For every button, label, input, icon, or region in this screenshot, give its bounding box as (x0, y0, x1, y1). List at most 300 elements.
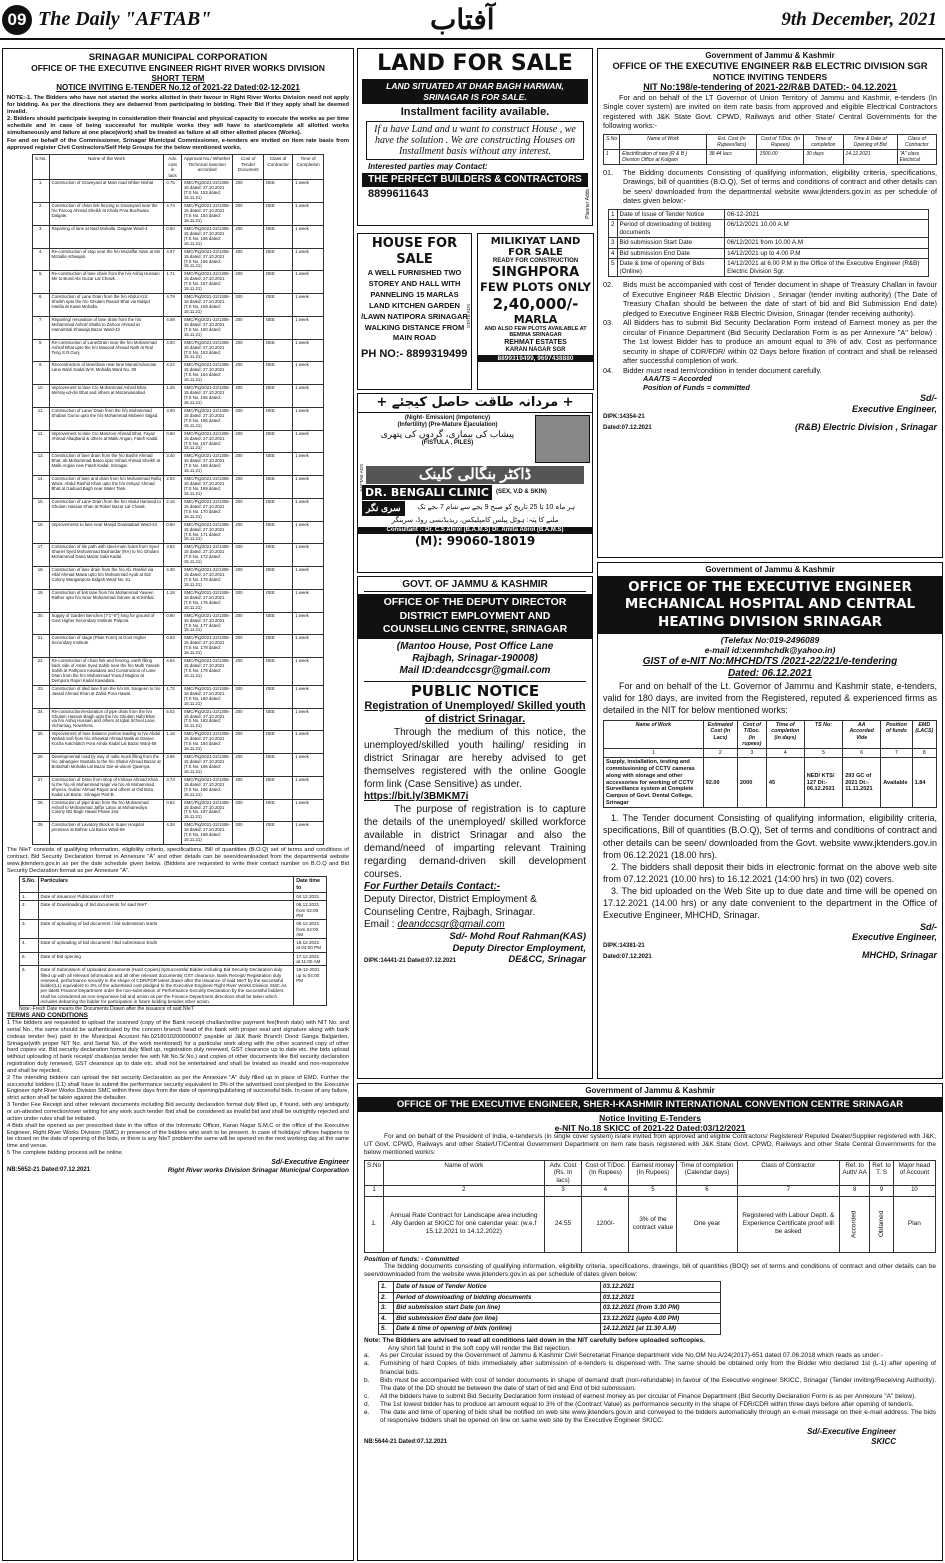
skicc-works-header-col-6: Time of completion (Calendar days) (677, 1160, 737, 1186)
mhchd-point-2: 2. The bidders shall deposit their bids in electronic format on the above web site from 07.12.2021 (10.00 hrs) to 16.12.2021 (14:00 hrs) in two (02) covers. (603, 861, 937, 885)
smc-work-cell-6: DEE (264, 567, 293, 590)
skicc-col-number-col-3: 3 (544, 1186, 582, 1196)
smc-work-cell-1: 12. (33, 430, 50, 453)
smc-work-cell-6: DEE (264, 544, 293, 567)
skicc-col-number-col-2: 2 (384, 1186, 545, 1196)
mhchd-tender (597, 562, 943, 1079)
skicc-work-cell-10: Plan (893, 1196, 935, 1252)
ddec-email-link[interactable]: deandccsgr@gmail.com (397, 919, 505, 931)
smc-work-cell-5: 200 (233, 589, 264, 612)
smc-work-cell-3: 0.50 (164, 430, 182, 453)
land-ad-body: If u have Land and u want to construct House , we have the solution . We are constructing Houses on Installment basis without any interest. (366, 121, 584, 160)
smc-work-cell-4: SMC/Pig/2021-22/1306-15 dated: 27.10.2021 (T.S No. 166 dated: 15.11.21) (181, 407, 233, 430)
smc-work-cell-4: SMC/Pig/2021-22/1306-15 dated: 27.10.2021 (T.S No. 179 dated: 15.11.21) (181, 658, 233, 686)
smc-work-cell-6: DEE (264, 248, 293, 271)
mhchd-col-number-col-7: 7 (881, 749, 912, 758)
rnb-nit-number: NIT No:198/e-tendering of 2021-22/R&B DATED:- 04.12.2021 (643, 81, 897, 92)
smc-work-cell-6: DEE (264, 362, 293, 385)
milikiyat-place: SINGHPORA (491, 265, 580, 281)
smc-work-cell-1: 7. (33, 316, 50, 339)
smc-work-cell-7: 1 week (293, 180, 324, 203)
mhchd-col-number-col-4: 4 (766, 749, 804, 758)
smc-work-cell-1: 11. (33, 407, 50, 430)
land-ad-contact: Interested parties may Contact: (368, 161, 488, 171)
table-row (33, 589, 324, 612)
smc-work-cell-2: Construction of pipe drain from the h/o Mohammad Ashraf to Mohammad Jaffar Latoo at Mohamediya Colony DD Bagh Hawal Phase 2nd (49, 799, 164, 822)
smc-work-cell-2: Supply of Garden Benches (7'1"-0") long for ground of Govt Higher Secondary Institute Palpora (49, 612, 164, 635)
smc-work-cell-1: 23. (33, 685, 50, 708)
mhchd-dated: Dated: 06.12.2021 (728, 667, 812, 679)
smc-nit-text: The NIeT consists of qualifying information, eligibility criterio, specifications, Bill of quantities (B.O.Q) set of terms and conditions of contract, Bid Security Declaration format in Annexure "A" and other details can be seen/downloaded from the departmental website www.jktenders.gov.in as per the date schedule given below. (Bidders are requested to write their contact number on B.O.Q and Bid Security Declaration format as per Annexure "A". (7, 847, 349, 874)
smc-work-cell-1: 3. (33, 225, 50, 248)
table-row (33, 799, 324, 822)
skicc-work-cell-9: Obtained (870, 1196, 894, 1252)
smc-work-cell-6: DEE (264, 612, 293, 635)
skicc-work-cell-7: Registered with Labour Deptt. & Experience Certificate proof will be asked (737, 1196, 839, 1252)
smc-work-cell-5: 200 (233, 180, 264, 203)
smc-work-cell-4: SMC/Pig/2021-22/1306-15 dated: 27.10.2021 (T.S No. 167 dated: 15.11.21) (181, 430, 233, 453)
smc-work-cell-4: SMC/Pig/2021-22/1306-15 dated: 27.10.2021 (T.S No. 186 dated: 15.11.21) (181, 776, 233, 799)
smc-term-item: 1 The bidders are requested to upload the scanned (copy of the Bank receipt challan/online payment fee(fresh date) with NIT No. and serial No., the same should be authenticated by the concern branch head of the bank with proper seal and signature along with bank codeas tender fee) paid in the Municipal Account No.0218010200000007 payable at J&K Bank Branch Dood Ganga Balgarden, Srinagar(with proper NIT No. and Serial No. of the work mentioned) for a particular work along with the other scanned copy of other hard copies viz. Bid security declaration format duly filled up, registration duly renewed, GST clearance up to date etc. the bids upload without uploading of bank receipt/ challan(as tender fee with Nit No.Sr.No.) and copies of other documents like Bid security declaration registration duly renewed, GST clearance up to date etc. shall not be entertained and shall be treated as invalid and non-responsive and shall be rejected. (7, 1020, 349, 1074)
skicc-schedule-cell-2: Bid submission start Date (on line) (394, 1303, 601, 1314)
mhchd-gist: GIST of e-NIT No:MHCHD/TS /2021-22/221/e-tendering (642, 655, 898, 667)
smc-work-cell-7: 1 week (293, 635, 324, 658)
skicc-office: OFFICE OF THE EXECUTIVE ENGINEER, SHER-I-KASHMIR INTERNATIONAL CONVENTION CENTRE SRINAGAR (358, 1097, 942, 1112)
smc-work-cell-3: 3.92 (164, 544, 182, 567)
smc-work-cell-6: DEE (264, 225, 293, 248)
smc-work-cell-6: DEE (264, 685, 293, 708)
smc-schedule-note: Note:-Fresh Date means the Documents Drawn after the issuance of said NIeT (19, 1006, 194, 1013)
smc-work-cell-2: Reconstruction of lane/drain near lane Maruti/Advocate Lane Bahri Kadal W-9, Mohalla Ward No. 38 (49, 362, 164, 385)
table-row (20, 952, 327, 966)
skicc-work-cell-1: 1. (365, 1196, 384, 1252)
skicc-ref: NB:5644-21 Dated:07.12.2021 (364, 1439, 448, 1446)
smc-work-cell-7: 1 week (293, 385, 324, 408)
skicc-col-number-col-10: 10 (893, 1186, 935, 1196)
skicc-work-cell-3: 24.55 (544, 1196, 582, 1252)
list-item (364, 1377, 936, 1393)
smc-works-table-wrap (7, 154, 349, 845)
table-row (379, 1313, 721, 1324)
table-row (379, 1292, 721, 1303)
smc-work-cell-1: 4. (33, 248, 50, 271)
smc-work-cell-3: 4.79 (164, 294, 182, 317)
smc-work-cell-3: 1.18 (164, 589, 182, 612)
smc-work-cell-7: 1 week (293, 521, 324, 544)
smc-work-cell-4: SMC/Pig/2021-22/1306-15 dated: 27.10.2021 (T.S No. 153 dated: 15.11.21) (181, 180, 233, 203)
smc-schedule-header-col-2: Particulars (38, 877, 294, 893)
mhchd-sign-2: MHCHD, Srinagar (861, 950, 937, 961)
rnb-schedule-cell-2: Date of Issue of Tender Notice (617, 209, 725, 220)
page-number: 09 (2, 5, 32, 35)
mhchd-point-3: 3. The bid uploaded on the Web Site up to due date and time will be opened on 17.12.2021 (14.00 hrs) or any date convenient to the department in the Office of Executive Engineer, MHCHD, Srinagar. (603, 886, 937, 921)
smc-schedule-cell-3: 04.12.2021 (294, 893, 327, 901)
mhchd-col-number-col-3: 3 (737, 749, 766, 758)
smc-work-cell-5: 200 (233, 225, 264, 248)
rnb-point-label: 04. (603, 365, 614, 375)
milikiyat-price: 2,40,000/- (492, 294, 579, 313)
smc-work-cell-4: SMC/Pig/2021-22/1306-15 dated: 27.10.2021 (T.S No. 180 dated: 15.11.21) (181, 685, 233, 708)
smc-work-cell-7: 1 week (293, 685, 324, 708)
smc-work-cell-7: 1 week (293, 776, 324, 799)
ddec-office: OFFICE OF THE DEPUTY DIRECTOR DISTRICT EMPLOYMENT AND COUNSELLING CENTRE, SRINAGAR (358, 594, 592, 639)
skicc-schedule-cell-1: 4. (379, 1313, 394, 1324)
table-row (33, 658, 324, 686)
smc-work-cell-2: Construction of Graveyard at Main road Ishber Nishat (49, 180, 164, 203)
smc-signature-2: Right River works Division Srinagar Municipal Corporation (167, 1167, 349, 1175)
smc-work-cell-3: 4.97 (164, 248, 182, 271)
rnb-schedule-cell-1: 1 (609, 209, 618, 220)
table-row (33, 362, 324, 385)
smc-work-cell-7: 1 week (293, 271, 324, 294)
smc-work-cell-6: DEE (264, 589, 293, 612)
skicc-pof: Position of funds: - Committed (364, 1255, 459, 1263)
smc-terms-list (7, 1020, 349, 1157)
rnb-works-table (603, 134, 937, 165)
smc-work-cell-1: 25. (33, 731, 50, 754)
smc-work-cell-5: 200 (233, 521, 264, 544)
smc-work-cell-7: 1 week (293, 476, 324, 499)
table-row (33, 225, 324, 248)
rnb-schedule-cell-3: 14/12/2021 at 6.00 P.M in the Office of the Executive Engineer (R&B) Electric Division Sgr. (725, 259, 929, 277)
rnb-works-header-col-6: Time & Date of Opening of Bid (843, 134, 897, 149)
rnb-schedule-cell-3: 14/12/2021 up to 4.00 P.M (725, 248, 929, 259)
smc-work-cell-3: 3.00 (164, 407, 182, 430)
clinic-line-1: (Night- Emission) (Impotency) (404, 414, 491, 421)
table-row (33, 612, 324, 635)
table-row (33, 498, 324, 521)
rnb-work-cell-4: 1500.00 (757, 149, 804, 164)
table-row (20, 966, 327, 1006)
smc-work-cell-7: 1 week (293, 430, 324, 453)
rnb-sd: Sd/- (920, 392, 937, 403)
page-header (0, 0, 945, 40)
skicc-schedule-cell-2: Date & time of opening of bids (online) (394, 1324, 601, 1335)
rnb-pof: Position of Funds = committed (643, 383, 750, 393)
skicc-col-number-col-5: 5 (629, 1186, 677, 1196)
skicc-schedule-cell-3: 14.12.2021 (at 11.30 A.M) (600, 1324, 720, 1335)
skicc-works-header-col-1: S.No (365, 1160, 384, 1186)
smc-works-header-col-6: Class of Contractor (264, 155, 293, 180)
land-ad-firm: THE PERFECT BUILDERS & CONTRACTORS (362, 173, 588, 187)
skicc-works-header-col-2: Name of work (384, 1160, 545, 1186)
smc-works-header-col-4: Approval No./ Whether Technical sanction accorded (181, 155, 233, 180)
smc-schedule-cell-3: 17.12.2021 at 11:00 AM (294, 952, 327, 966)
rnb-work-cell-2: Electrification of new (R & B ) Division Office at Kulgam (620, 149, 707, 164)
skicc-works-header-col-3: Adv. Cost (Rs. In lacs) (544, 1160, 582, 1186)
smc-work-cell-1: 27. (33, 776, 50, 799)
smc-term-item: 3 Tender Fee Receipt and other relevant documents including Bid security declaration format duly filled up, if found, with any ambiguity or un-attested correction/over writing for any work such tender /bid shall be considered as invalid bid and shall be outrightly rejected and action under rules shall be initiated. (7, 1102, 349, 1122)
skicc-point-text: Bids must be accompanied with cost of tender documents in shape of demand draft (non-refundable) in favour of the Executive engineer SKICC, Srinagar (Tender inviting/Receiving Authority). The date of the DD should be between the date of start of bid and End of bid submission. (380, 1376, 936, 1392)
ddec-govt: GOVT. OF JAMMU & KASHMIR (364, 579, 586, 592)
smc-work-cell-1: 17. (33, 544, 50, 567)
land-ad-subtitle: LAND SITUATED AT DHAR BAGH HARWAN, SRINAGAR IS FOR SALE. (362, 79, 588, 103)
smc-work-cell-2: Improvement of lane balance portion leading to h/o Abdul Wahab Sofi from h/o Showkat Ahmad Malik at Ganiee Kocha Katchlatch Pora Amda Kadal Lal Bazar Ward-59 (49, 731, 164, 754)
rnb-govt: Government of Jammu & Kashmir (705, 51, 835, 60)
smc-work-cell-4: SMC/Pig/2021-22/1306-15 dated: 27.10.2021 (T.S No. 187 dated: 15.11.21) (181, 799, 233, 822)
skicc-col-number-col-9: 9 (870, 1186, 894, 1196)
smc-work-cell-2: Improvements to lane near Masjid Doulatabad Ward-43 (49, 521, 164, 544)
smc-work-cell-7: 1 week (293, 731, 324, 754)
mhchd-sd: Sd/- (920, 921, 937, 932)
mhchd-col-number-col-8: 8 (912, 749, 936, 758)
clinic-ad-credit: AAFTAB-ADS (359, 464, 364, 492)
issue-date: 9th December, 2021 (781, 9, 937, 30)
skicc-points-list (364, 1352, 936, 1425)
smc-work-cell-1: 18. (33, 567, 50, 590)
smc-work-cell-5: 200 (233, 776, 264, 799)
skicc-work-cell-2: Annual Rate Contract for Landscape area including Ally Garden at SKICC for one calendar year. (w.e.f 15.12.2021 to 14.12.2022) (384, 1196, 545, 1252)
table-row (33, 430, 324, 453)
smc-work-cell-3: 5.02 (164, 708, 182, 731)
ddec-further-details: For Further Details Contact:- (364, 881, 501, 893)
smc-work-cell-6: DEE (264, 203, 293, 226)
smc-work-cell-2: Improvement to lane C/o Mohammad Ashraf Bhat, Mehraj-ud-din Bhat and others at Mazarwariabad. (49, 385, 164, 408)
table-row (33, 294, 324, 317)
skicc-schedule-cell-2: Bid submission End date (on line) (394, 1313, 601, 1324)
smc-works-header-col-1: S.No. (33, 155, 50, 180)
rnb-schedule-cell-3: 06-12-2021 (725, 209, 929, 220)
skicc-works-header-col-9: Ref. to T. S (870, 1160, 894, 1186)
rnb-office: OFFICE OF THE EXECUTIVE ENGINEER R&B ELECTRIC DIVISION SGR (612, 60, 928, 71)
rnb-work-cell-5: 30 days (804, 149, 843, 164)
skicc-schedule-cell-3: 13.12.2021 (upto 4.00 PM) (600, 1313, 720, 1324)
smc-work-cell-4: SMC/Pig/2021-22/1306-15 dated: 27.10.2021 (T.S No. 154 dated: 15.11.21) (181, 203, 233, 226)
ddec-public-notice (357, 576, 593, 1079)
smc-work-cell-5: 200 (233, 731, 264, 754)
skicc-works-header-col-5: Earnest money (In Rupees) (629, 1160, 677, 1186)
smc-work-cell-1: 13. (33, 453, 50, 476)
smc-work-cell-1: 16. (33, 521, 50, 544)
smc-work-cell-1: 15. (33, 498, 50, 521)
skicc-point-label: a. (364, 1352, 370, 1360)
smc-schedule-header-col-3: Date time to (294, 877, 327, 893)
milikiyat-few-plots: FEW PLOTS ONLY (480, 279, 591, 294)
skicc-schedule-table (378, 1281, 721, 1335)
rnb-ref-1: DIPK:14354-21 (603, 414, 645, 421)
smc-work-cell-5: 200 (233, 822, 264, 845)
list-item (364, 1360, 936, 1376)
rnb-schedule-cell-2: Bid submission Start Date (617, 238, 725, 249)
land-ad-phone: 8899611643 (368, 187, 429, 200)
mhchd-work-cell-6: 293 GC of 2021 Dt:- 11.11.2021 (843, 758, 881, 808)
smc-work-cell-6: DEE (264, 385, 293, 408)
mhchd-works-header-col-4: Time of completion (in days) (766, 721, 804, 749)
skicc-intro: For and on behalf of the President of India, e-tenders/s (in single cover system) is/are invited from approved and eligible Contractors/ Registered/ Reputed Dealer/Supplier registered with J&K, UT Govt. CPWD, Railways and other State/UT/Central Government Department on item rate basis registered with J&K State Govt. CPWD, Railways and other State Central Governments for the below mentioned work/s: (364, 1133, 936, 1156)
table-row (33, 339, 324, 362)
smc-work-cell-7: 1 week (293, 248, 324, 271)
smc-work-cell-2: Construction of chain link fencing to Graveyard near the h/o Farooq Ahmad Sheikh at Khala Pora Buchwara Dalgate. (49, 203, 164, 226)
smc-work-cell-6: DEE (264, 799, 293, 822)
smc-office: OFFICE OF THE EXECUTIVE ENGINEER RIGHT RIVER WORKS DIVISION (31, 63, 325, 74)
smc-work-cell-5: 200 (233, 271, 264, 294)
mhchd-works-header-col-7: Position of funds (881, 721, 912, 749)
smc-work-cell-1: 2. (33, 203, 50, 226)
mhchd-works-header-col-3: Cost of T/Doc. (in rupees) (737, 721, 766, 749)
rnb-works-header-col-7: Class of Contractor (897, 134, 936, 149)
newspaper-logo: آفتاب (430, 3, 495, 36)
smc-work-cell-6: DEE (264, 731, 293, 754)
smc-schedule-header-col-1: S.No. (20, 877, 39, 893)
rnb-point-text: All Bidders has to submit Bid Security Declaration Form instead of Earnest money as per the circular of Finance Department (Bid Security Declaration Form is as per Annexure "A" below) . The 1st lowest Bidder has to produce an amount equal to 3% of adv. Cost as performance security in shape of CDR/FDR/ within 02 Days before fixation of contract and shall be released after successful completion of work. (623, 318, 937, 366)
table-row (33, 271, 324, 294)
smc-work-cell-2: Construction of stage (Plate Form) at Govt Higher Secondary Institute (49, 635, 164, 658)
rnb-schedule-cell-1: 2 (609, 220, 618, 238)
smc-work-cell-6: DEE (264, 430, 293, 453)
smc-work-cell-5: 200 (233, 799, 264, 822)
smc-work-cell-5: 200 (233, 430, 264, 453)
skicc-point-text: As per Circular issued by the Government of Jammu & Kashmir Civil Secretariat Finance department vide No.OM No.A/24(2017)-651 dated 07.06.2018 which reads as under:- (380, 1352, 883, 1360)
smc-work-cell-5: 200 (233, 362, 264, 385)
smc-work-cell-5: 200 (233, 248, 264, 271)
mhchd-works-header-col-1: Name of Work (604, 721, 704, 749)
smc-work-cell-6: DEE (264, 754, 293, 777)
table-row (609, 220, 929, 238)
milikiyat-land-ad (477, 233, 594, 390)
smc-work-cell-7: 1 week (293, 407, 324, 430)
skicc-docs: The bidding documents consisting of qualifying information, eligibility criteria, specifications, drawings, bill of quantities (BOQ) set of terms and conditions of contract and other details can be seen/downloaded from the website www.jktenders.gov.in as per schedule of dates given below: (364, 1263, 936, 1279)
mhchd-sign-1: Executive Engineer, (851, 932, 937, 943)
smc-work-cell-6: DEE (264, 776, 293, 799)
smc-work-cell-5: 200 (233, 339, 264, 362)
smc-work-cell-5: 200 (233, 385, 264, 408)
rnb-point-label: 03. (603, 318, 614, 328)
smc-work-cell-1: 29. (33, 822, 50, 845)
smc-work-cell-7: 1 week (293, 589, 324, 612)
skicc-sign-2: SKICC (871, 1437, 896, 1447)
smc-work-cell-7: 1 week (293, 294, 324, 317)
smc-works-header-col-2: Name of the Work (49, 155, 164, 180)
smc-work-cell-4: SMC/Pig/2021-22/1306-15 dated: 27.10.2021 (T.S No. 183 dated: 15.11.21) (181, 708, 233, 731)
skicc-schedule-cell-3: 03.12.2021 (from 3.30 PM) (600, 1303, 720, 1314)
skicc-govt: Government of Jammu & Kashmir (585, 1086, 715, 1095)
smc-work-cell-3: 4.26 (164, 822, 182, 845)
table-row (33, 407, 324, 430)
smc-work-cell-2: Construction of lane and drain from h/o Mohammad Rafiq Waza, Abdul Rashid Khan upto the h/o Imtiyaz Ahmad Bhat at Gadood Bagh near Water Tank. (49, 476, 164, 499)
table-row (609, 248, 929, 259)
milikiyat-sub: READY FOR CONSTRUCTION (492, 258, 579, 264)
mhchd-works-header-col-8: EMD (LACS) (912, 721, 936, 749)
rnb-point-label: 02. (603, 280, 614, 290)
skicc-works-table (364, 1160, 936, 1253)
smc-work-cell-3: 3.95 (164, 754, 182, 777)
smc-work-cell-1: 1. (33, 180, 50, 203)
smc-work-cell-7: 1 week (293, 498, 324, 521)
smc-note-2: 2. Bidders should participate keeping in consideration their financial and physical capacity to execute the works as per time schedule and in case of being successful for multiple works they will have to start/complete all allotted works simultaneously and failure at one place(work) shall be treated as failure at all other allotted places (Works). (7, 115, 349, 136)
list-item (603, 280, 937, 318)
land-ad-installment: Installment facility available. (400, 105, 550, 118)
smc-schedule-cell-2: Date of uploading of bid document / Bid submission Ends (38, 939, 294, 953)
smc-work-cell-2: Developmental road by way of nalla muck filling from the h/o Jahangeer Mustafa to the h/o Shabir Ahmad Bazaz at Botashah Mohalla Lal Bazar Dar-ul-uloom Qasimya. (49, 754, 164, 777)
smc-work-cell-2: Re-construction of chain link and fencing, earth filling back side of Astan Syed Sahib near the h/o Mufti Yaseeb Sahib at Pathpora Kawadara and Construction of Lane Drain from the h/o Mohammad Yousuf Mugloo at Dempora Rajori Kadal Kawadara. (49, 658, 164, 686)
smc-work-cell-7: 1 week (293, 316, 324, 339)
clinic-urdu-name: ڈاکٹر بنگالی کلینک (366, 466, 584, 484)
smc-work-cell-5: 200 (233, 544, 264, 567)
rnb-schedule-cell-1: 4 (609, 248, 618, 259)
mhchd-col-number-col-5: 5 (804, 749, 842, 758)
rnb-point-text: Bidder must read term/condition in tender document carefully. (623, 365, 822, 375)
smc-work-cell-2: Construction of Lane Drain from the h/o Abdul Aziz Sheikh upto the h/o Ghulam Rasool Bhat via Masjid Hanfia at Kawa Mohalla. (49, 294, 164, 317)
house-for-sale-ad (357, 233, 472, 390)
smc-work-cell-1: 5. (33, 271, 50, 294)
skicc-col-number-col-1: 1 (365, 1186, 384, 1196)
smc-work-cell-7: 1 week (293, 822, 324, 845)
smc-work-cell-1: 6. (33, 294, 50, 317)
smc-work-cell-1: 28. (33, 799, 50, 822)
smc-schedule-cell-2: Date of Submission of Uploaded documents (Hard Copies) bySuccessful Bidder including Bid Security Declaration duly filled up with all relevant information and all other relevant documents( GST clearance, Bank Receipt/ Registration duly renewed, performance security in the shape of CDR/FDR latest drawn after the issuance of said NIeT by the successful bidder(L1) equivalent to 3% of the advertised cost pledged to the Executive Engineer Right River Works Division SMC.As per latest Finance Department order the non-submission of Performance Security Declaration by the successful bidders shall be considered as non-responsive bid and action as per the Finance Department directions shall be taken which includes debarring the bidder for participation in future bidding besides other action. (38, 966, 294, 1006)
mhchd-col-number-col-2: 2 (703, 749, 737, 758)
mhchd-col-number-col-6: 6 (843, 749, 881, 758)
smc-work-cell-4: SMC/Pig/2021-22/1306-15 dated: 27.10.2021 (T.S No. 163 dated: 15.11.21) (181, 339, 233, 362)
rnb-nit-title: NOTICE INVITING TENDERS (712, 71, 828, 82)
smc-work-cell-2: Construction of tiled lane from the h/o Mr. Sangeen to h/o Javaid Ahmad Khan at Zahid Pora Hawal. (49, 685, 164, 708)
land-ad-title: LAND FOR SALE (377, 51, 573, 76)
table-row (33, 180, 324, 203)
skicc-sign-1: Sd/-Executive Engineer (807, 1427, 896, 1437)
smc-work-cell-7: 1 week (293, 544, 324, 567)
smc-work-cell-7: 1 week (293, 362, 324, 385)
smc-work-cell-6: DEE (264, 180, 293, 203)
smc-schedule-cell-1: 4. (20, 939, 39, 953)
smc-work-cell-7: 1 week (293, 225, 324, 248)
smc-schedule-cell-2: Date of issuance/ Publication of NIT (38, 893, 294, 901)
smc-work-cell-3: 0.75 (164, 180, 182, 203)
mhchd-ref-2: Dated:07.12.2021 (603, 953, 652, 960)
smc-work-cell-3: 4.64 (164, 658, 182, 686)
smc-work-cell-3: 0.60 (164, 521, 182, 544)
smc-work-cell-2: Re-construction of Lane/Drain near the h/o Mohammad Ashraf Bhat upto the h/o Masood Ahmad Nath at Rral Teng S.R.Gunj (49, 339, 164, 362)
table-row (33, 521, 324, 544)
table-row (33, 776, 324, 799)
milikiyat-estate: REHMAT ESTATES (504, 338, 567, 346)
smc-work-cell-7: 1 week (293, 799, 324, 822)
smc-schedule-cell-3: 16.12.2021 at 04:00 PM (294, 939, 327, 953)
smc-work-cell-6: DEE (264, 453, 293, 476)
smc-work-cell-1: 26. (33, 754, 50, 777)
smc-work-cell-4: SMC/Pig/2021-22/1306-15 dated: 27.10.2021 (T.S No. 172 dated: 15.11.21) (181, 544, 233, 567)
ddec-registration-title: Registration of Unemployed/ Skilled youth of district Srinagar. (364, 699, 586, 726)
rnb-schedule-cell-1: 5 (609, 259, 618, 277)
mhchd-point-1: 1. The Tender document Consisting of qualifying information, eligibility criteria, specifications, Bill of quantities (B.O.Q), Set of terms and conditions of contract and other details can be seen/ downloaded from the Govt. website www.jktenders.gov.in from 06.12.2021 (18.00 hrs). (603, 813, 937, 860)
smc-nit-number: NOTICE INVITING E-TENDER No.12 of 2021-22 Dated:02-12-2021 (56, 83, 300, 93)
rnb-point-text: Bids must be accompanied with cost of Tender document in shape of Treasury Challan in favour of Executive Engineer R&B Electric Division , Srinagar (tender inviting authority) (The Date of Treasury Challan should be between the date of start of bid and Bid Submission End date) pledged to Executive Engineer R&B Electric Division, Srinagar (tender receiving authority). (623, 280, 937, 318)
smc-work-cell-4: SMC/Pig/2021-22/1306-15 dated: 27.10.2021 (T.S No. 177 dated: 15.11.21) (181, 612, 233, 635)
clinic-tagline: (SEX, V.D & SKIN) (495, 488, 547, 495)
smc-schedule-cell-1: 1. (20, 893, 39, 901)
smc-work-cell-4: SMC/Pig/2021-22/1306-15 dated: 27.10.2021 (T.S No. 159 dated: 15.11.21) (181, 294, 233, 317)
skicc-works-header-col-8: Ref. to Auth/ AA (839, 1160, 869, 1186)
smc-work-cell-3: 4.00 (164, 339, 182, 362)
rnb-schedule-cell-3: 06/12/2021 from 10.00 A.M (725, 238, 929, 249)
table-row (33, 544, 324, 567)
smc-work-cell-4: SMC/Pig/2021-22/1306-15 dated: 27.10.2021 (T.S No. 185 dated: 15.11.21) (181, 754, 233, 777)
table-row (33, 731, 324, 754)
smc-work-cell-2: Improvement to lane C/o Manzoor Ahmad Bhat, Fayaz Ahmad Allaqband & others at Malik Angan, Fateh Kadal. (49, 430, 164, 453)
smc-work-cell-3: 4.74 (164, 203, 182, 226)
smc-work-cell-5: 200 (233, 476, 264, 499)
smc-work-cell-2: Construction of Drain from shop of Irshaus Ahmad Khan to the h/o Ali Mohammad Najar via h/o Ali Mohammad Shyeza, Gulzar Ahmad Rayaz and others at Old Bota Kadal Lal Bazar, Srinagar Part-B. (49, 776, 164, 799)
table-row (33, 754, 324, 777)
smc-work-cell-1: 24. (33, 708, 50, 731)
smc-work-cell-3: 1.26 (164, 385, 182, 408)
smc-short-term: SHORT TERM (151, 73, 205, 83)
list-item (364, 1352, 936, 1360)
smc-work-cell-3: 0.50 (164, 225, 182, 248)
smc-work-cell-4: SMC/Pig/2021-22/1306-15 dated: 27.10.2021 (T.S No. 168 dated: 15.11.21) (181, 453, 233, 476)
smc-work-cell-5: 200 (233, 685, 264, 708)
smc-schedule-cell-1: 2. (20, 901, 39, 920)
ddec-google-form-link[interactable]: https://bit.ly/3BMKM7i (364, 791, 469, 803)
